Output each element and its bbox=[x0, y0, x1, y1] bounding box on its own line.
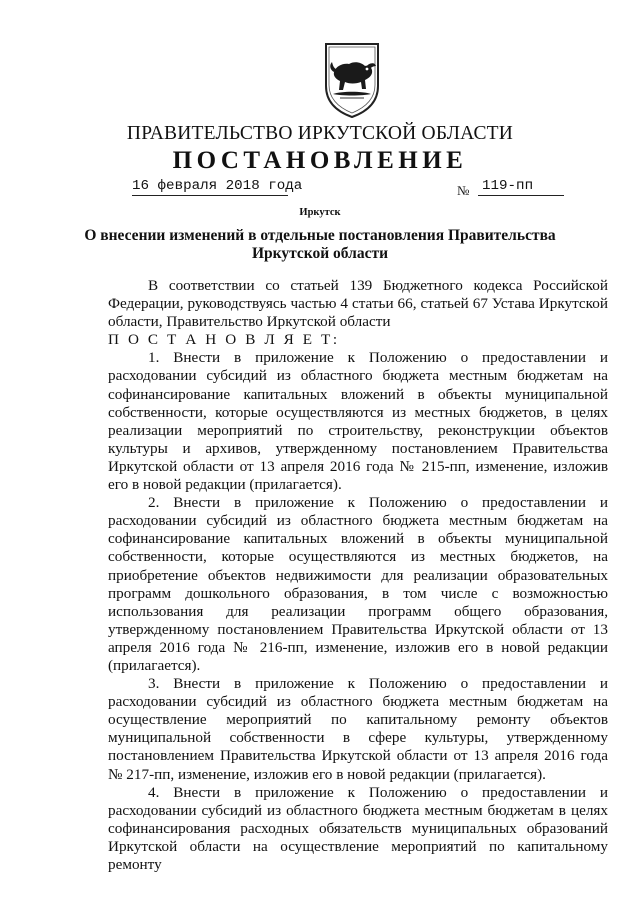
document-number: 119-пп bbox=[478, 178, 564, 196]
preamble-paragraph: В соответствии со статьей 139 Бюджетного кодекса Российской Федерации, руководствуясь частью 4 статьи 66, статьей 67 Устава Иркутской области, Правительство Иркутской области bbox=[108, 277, 608, 331]
number-sign: № bbox=[457, 183, 470, 198]
document-title-line-2: Иркутской области bbox=[251, 245, 389, 262]
document-title bbox=[0, 227, 640, 263]
document-title-line-1: О внесении изменений в отдельные постановления Правительства bbox=[84, 227, 556, 244]
item-paragraph-4: 4. Внести в приложение к Положению о предоставлении и расходовании субсидий из областного бюджета местным бюджетам в целях софинансирования расходных обязательств муниципальных образований Иркутской области на осуществление мероприятий по капитальному ремонту bbox=[108, 783, 608, 873]
item-paragraph-2: 2. Внести в приложение к Положению о предоставлении и расходовании субсидий из областного бюджета местным бюджетам на софинансирование капитальных вложений в объекты муниципальной собственности, которые осуществляются из местных бюджетов, на приобретение объектов недвижимости для реализации образовательных программ дошкольного образования, в том числе с возможностью использования для реализации программ общего образования, утвержденному постановлением Правительства Иркутской области от 13 апреля 2016 года № 216-пп, изменение, изложив его в новой редакции (прилагается). bbox=[108, 494, 608, 674]
document-body bbox=[108, 277, 608, 874]
item-paragraph-1: 1. Внести в приложение к Положению о предоставлении и расходовании субсидий из областного бюджета местным бюджетам на софинансирование капитальных вложений в объекты муниципальной собственности, которые осуществляются из местных бюджетов, в целях реализации мероприятий по строительству, реконструкции объектов культуры и архивов, утвержденному постановлением Правительства Иркутской области от 13 апреля 2016 года № 215-пп, изменение, изложив его в новой редакции (прилагается). bbox=[108, 349, 608, 494]
item-paragraph-3: 3. Внести в приложение к Положению о предоставлении и расходовании субсидий из областного бюджета местным бюджетам на осуществление мероприятий по капитальному ремонту объектов муниципальной собственности в сфере культуры, утвержденному постановлением Правительства Иркутской области от 13 апреля 2016 года № 217-пп, изменение, изложив его в новой редакции (прилагается). bbox=[108, 675, 608, 783]
coat-of-arms-icon bbox=[321, 40, 383, 120]
document-date: 16 февраля 2018 года bbox=[132, 178, 303, 194]
city-name: Иркутск bbox=[299, 207, 341, 218]
government-name: ПРАВИТЕЛЬСТВО ИРКУТСКОЙ ОБЛАСТИ bbox=[126, 123, 514, 144]
decree-word: П О С Т А Н О В Л Я Е Т: bbox=[108, 331, 340, 349]
document-type-heading: ПОСТАНОВЛЕНИЕ bbox=[172, 147, 468, 174]
